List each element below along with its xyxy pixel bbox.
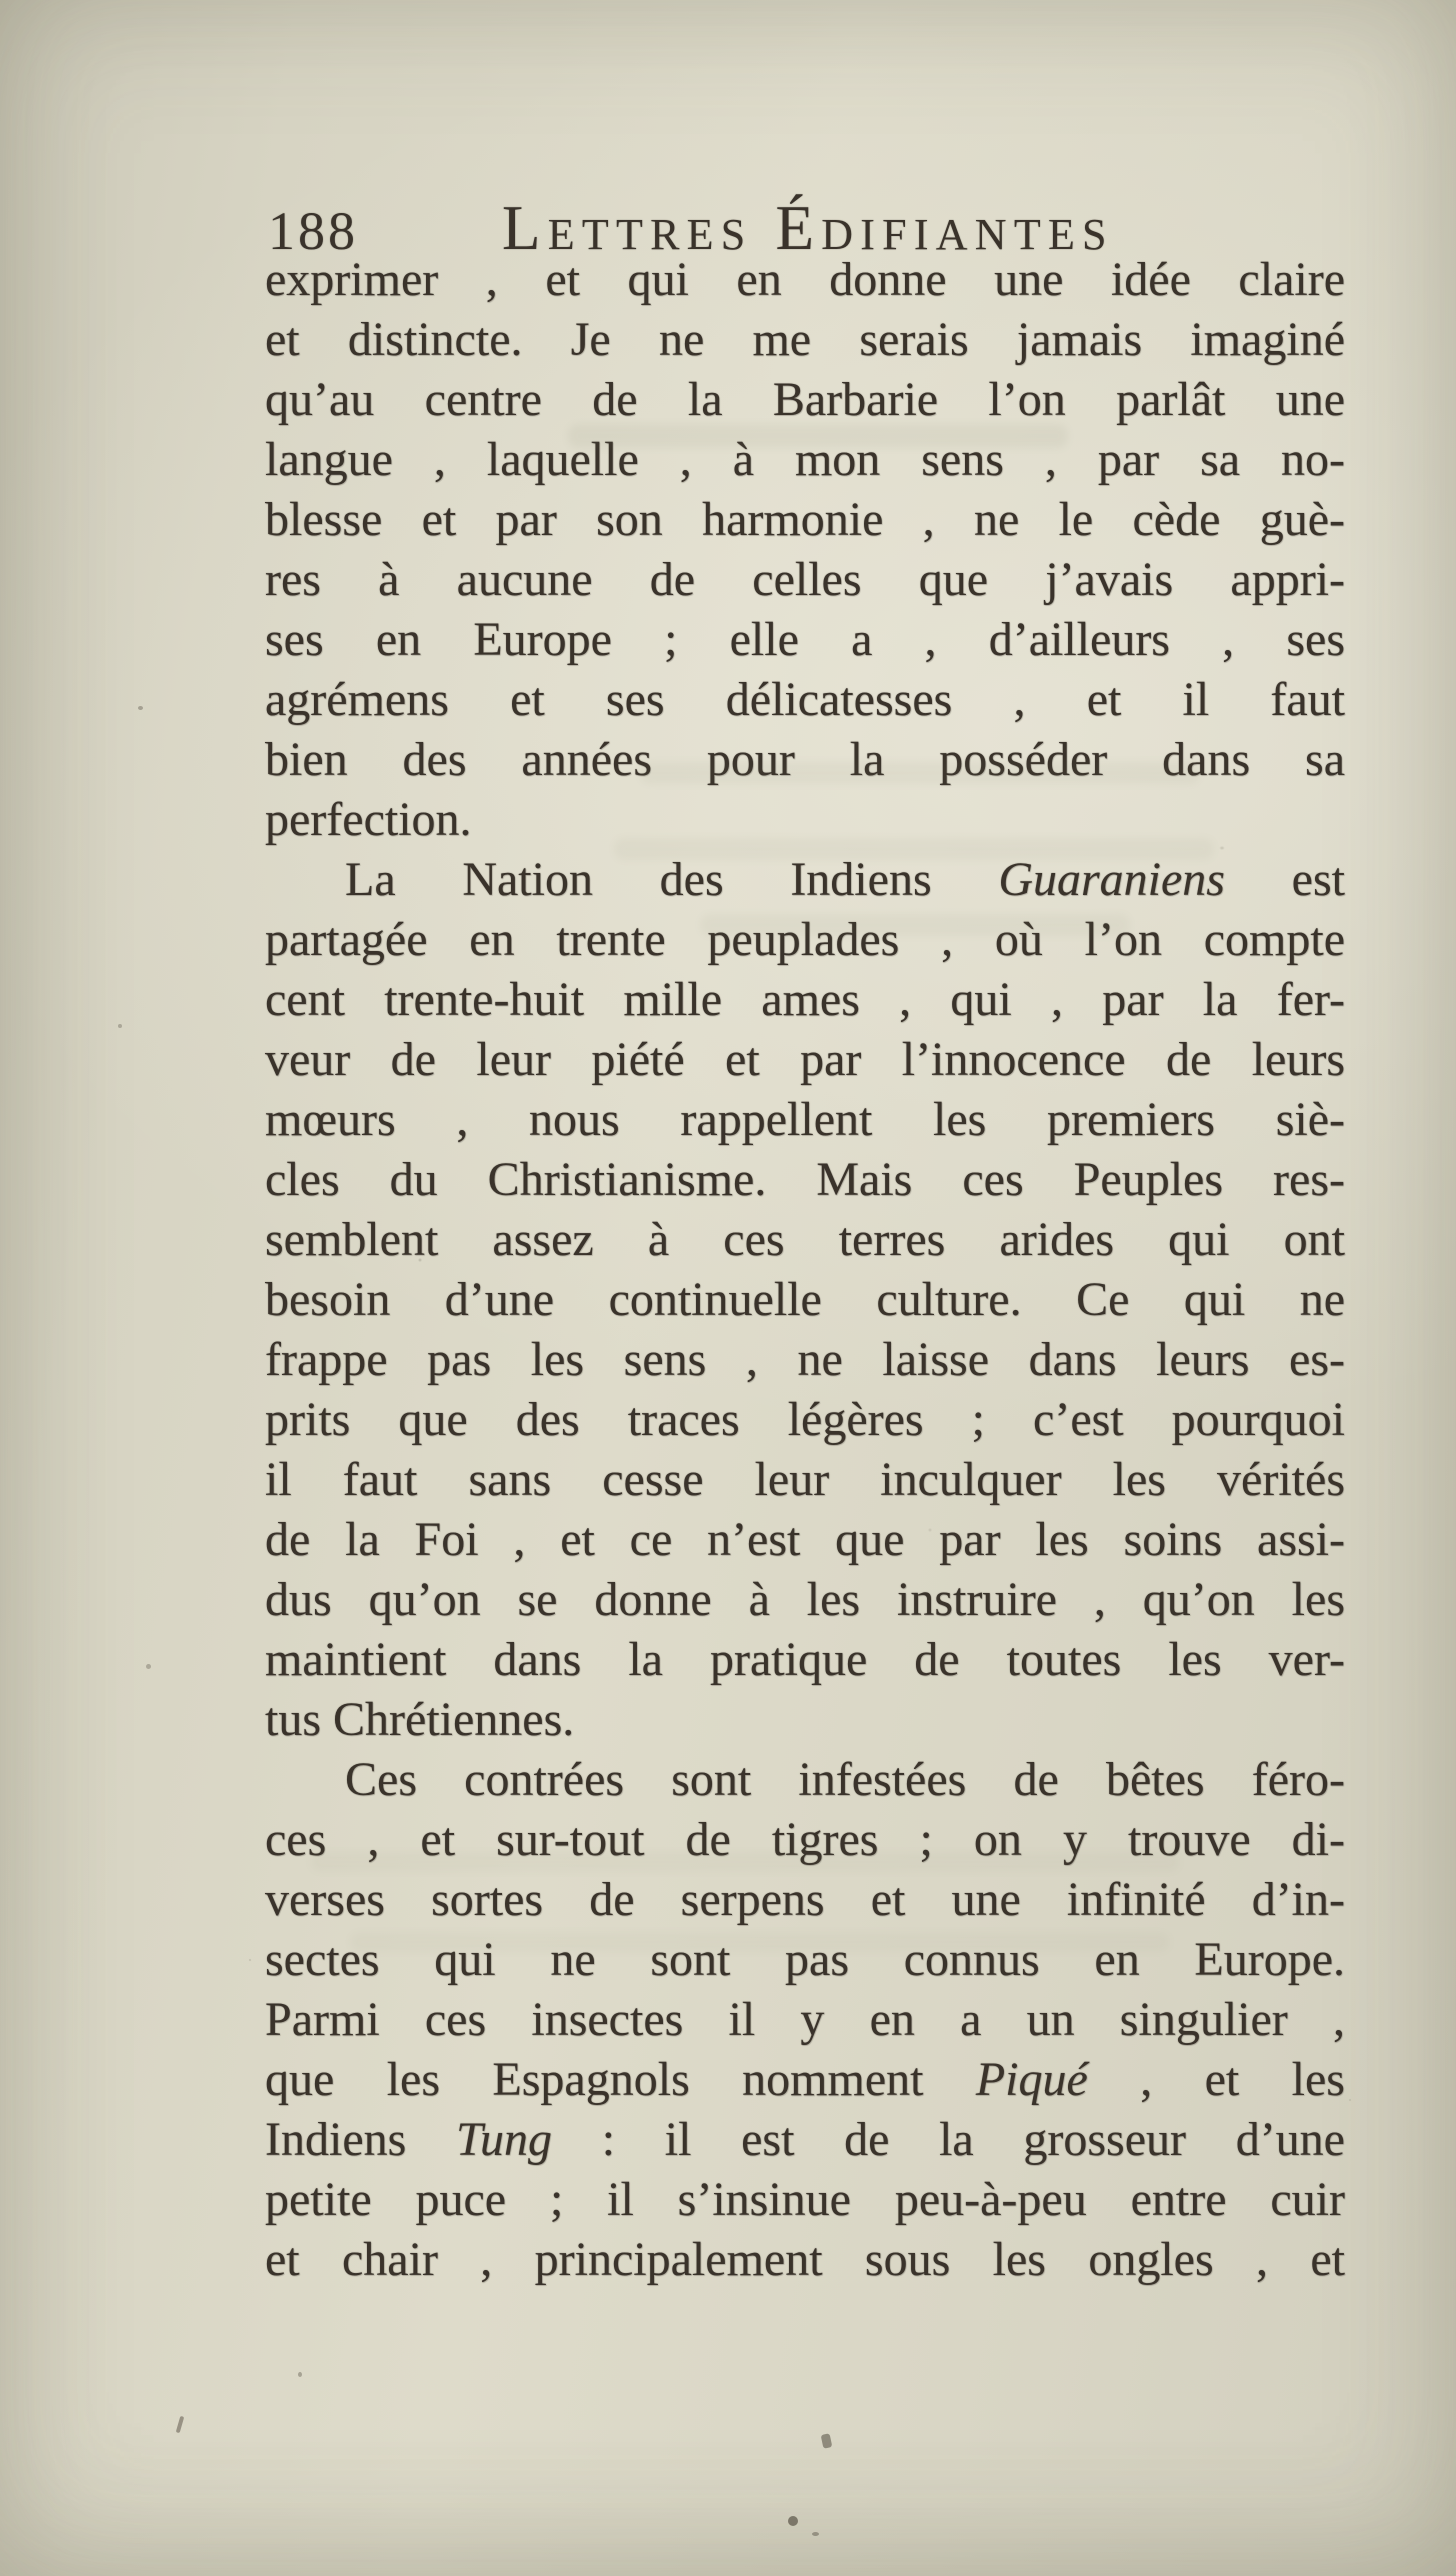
text-line — [265, 1750, 1345, 1810]
text-line — [265, 1870, 1345, 1930]
text-run: et distincte. Je ne me serais jamais imaginé — [265, 313, 1345, 366]
text-run: mœurs , nous rappellent les premiers siè- — [265, 1093, 1345, 1146]
text-line — [265, 1030, 1345, 1090]
text-line — [265, 1390, 1345, 1450]
text-run: partagée en trente peuplades , où l’on compte — [265, 913, 1345, 966]
text-line — [265, 1210, 1345, 1270]
ink-speck — [812, 2532, 819, 2536]
text-line — [265, 490, 1345, 550]
text-run: tus Chrétiennes. — [265, 1693, 575, 1746]
text-run: et chair , principalement sous les ongles , et — [265, 2233, 1345, 2286]
text-run: qu’au centre de la Barbarie l’on parlât une — [265, 373, 1345, 426]
text-run: Parmi ces insectes il y en a un singulier , — [265, 1993, 1345, 2046]
text-run: langue , laquelle , à mon sens , par sa no- — [265, 433, 1345, 486]
text-line — [265, 1150, 1345, 1210]
bleedthrough-smudge — [310, 1852, 1180, 1872]
running-title: Lettres Édifiantes — [502, 193, 1114, 263]
text-line — [265, 1270, 1345, 1330]
text-line — [265, 2230, 1345, 2290]
text-run: res à aucune de celles que j’avais appri- — [265, 553, 1345, 606]
text-line — [265, 1330, 1345, 1390]
italic-text: Tung — [455, 2113, 553, 2166]
text-run: agrémens et ses délicatesses , et il faut — [265, 673, 1345, 726]
text-line — [265, 1570, 1345, 1630]
text-run: , et les — [1087, 2053, 1345, 2106]
text-run: prits que des traces légères ; c’est pourquoi — [265, 1393, 1345, 1446]
bleedthrough-smudge — [614, 838, 1214, 860]
text-line — [265, 550, 1345, 610]
text-run: veur de leur piété et par l’innocence de leurs — [265, 1033, 1345, 1086]
text-line — [265, 1690, 1345, 1750]
text-line — [265, 610, 1345, 670]
text-line — [265, 1090, 1345, 1150]
ink-speck — [146, 1664, 151, 1669]
text-run: Indiens — [265, 2113, 456, 2166]
bleedthrough-smudge — [700, 914, 1130, 936]
text-line — [265, 2170, 1345, 2230]
text-run: La Nation des Indiens — [345, 853, 999, 906]
text-line — [265, 1630, 1345, 1690]
text-run: maintient dans la pratique de toutes les ver- — [265, 1633, 1345, 1686]
text-line — [265, 1510, 1345, 1570]
ink-speck — [138, 706, 143, 710]
text-run: Ces contrées sont infestées de bêtes féro- — [345, 1753, 1345, 1806]
text-run: : il est de la grosseur d’une — [552, 2113, 1345, 2166]
text-run: est — [1224, 853, 1345, 906]
text-line — [265, 1990, 1345, 2050]
text-run: perfection. — [265, 793, 472, 846]
text-line — [265, 2110, 1345, 2170]
bleedthrough-smudge — [640, 762, 1200, 784]
text-run: cles du Christianisme. Mais ces Peuples res- — [265, 1153, 1345, 1206]
text-run: frappe pas les sens , ne laisse dans leurs es- — [265, 1333, 1345, 1386]
bleedthrough-smudge — [568, 424, 1068, 448]
text-run: blesse et par son harmonie , ne le cède guè- — [265, 493, 1345, 546]
text-run: bien des années pour la posséder dans sa — [265, 733, 1345, 786]
text-line — [265, 310, 1345, 370]
text-run: ces , et sur-tout de tigres ; on y trouve di- — [265, 1813, 1345, 1866]
italic-text: Guaraniens — [998, 853, 1225, 906]
text-run: verses sortes de serpens et une infinité d’in- — [265, 1873, 1345, 1926]
text-run: il faut sans cesse leur inculquer les vérités — [265, 1453, 1345, 1506]
page-number: 188 — [268, 201, 358, 261]
text-line — [265, 970, 1345, 1030]
text-line — [265, 370, 1345, 430]
text-block — [265, 250, 1345, 2290]
bleedthrough-smudge — [350, 1932, 1170, 1952]
ink-speck — [118, 1024, 122, 1028]
text-run: de la Foi , et ce n’est que par les soins assi- — [265, 1513, 1345, 1566]
text-run: sectes qui ne sont pas connus en Europe. — [265, 1933, 1345, 1986]
text-run: semblent assez à ces terres arides qui ont — [265, 1213, 1345, 1266]
text-run: cent trente-huit mille ames , qui , par la fer- — [265, 973, 1345, 1026]
text-line — [265, 2050, 1345, 2110]
text-line — [265, 1450, 1345, 1510]
text-line — [265, 250, 1345, 310]
text-run: petite puce ; il s’insinue peu-à-peu entre cuir — [265, 2173, 1345, 2226]
text-run: besoin d’une continuelle culture. Ce qui ne — [265, 1273, 1345, 1326]
ink-speck — [821, 2433, 833, 2449]
ink-speck — [176, 2416, 185, 2433]
italic-text: Piqué — [975, 2053, 1088, 2106]
text-run: que les Espagnols nomment — [265, 2053, 976, 2106]
text-run: dus qu’on se donne à les instruire , qu’on les — [265, 1573, 1345, 1626]
text-run: exprimer , et qui en donne une idée claire — [265, 253, 1345, 306]
ink-speck — [298, 2372, 302, 2377]
ink-speck — [788, 2516, 798, 2526]
text-run: ses en Europe ; elle a , d’ailleurs , ses — [265, 613, 1345, 666]
text-line — [265, 670, 1345, 730]
